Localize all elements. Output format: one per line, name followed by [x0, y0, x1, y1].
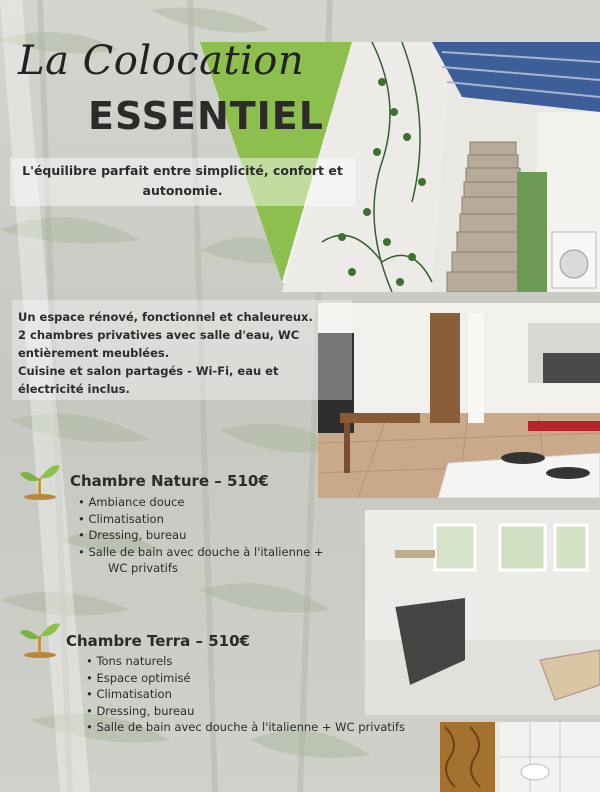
intro-line: entièrement meublées.: [18, 346, 170, 360]
tagline-line-1: L'équilibre parfait entre simplicité, confort et: [22, 163, 343, 178]
intro-text: [12, 300, 352, 400]
feature-item: • Climatisation: [78, 511, 164, 526]
feature-item: • Dressing, bureau: [78, 528, 187, 542]
script-title: La Colocation: [18, 38, 305, 84]
feature-item: • Ambiance douce: [78, 495, 185, 509]
feature-item: • Tons naturels: [86, 654, 173, 668]
intro-line: Cuisine et salon partagés - Wi-Fi, eau et: [18, 364, 279, 378]
room-title: Chambre Nature – 510€: [70, 472, 269, 490]
page-title: ESSENTIEL: [88, 94, 324, 138]
tagline: [10, 158, 355, 206]
feature-item: • Dressing, bureau: [86, 703, 195, 718]
sprout-icon: [18, 618, 62, 660]
tagline-line-2: autonomie.: [142, 183, 223, 198]
intro-line: électricité inclus.: [18, 382, 130, 396]
photo-bathroom: [440, 722, 600, 792]
room-features: [86, 653, 405, 736]
intro-line: 2 chambres privatives avec salle d'eau, WC: [18, 328, 300, 342]
feature-item: • Salle de bain avec douche à l'italienne +: [78, 544, 324, 559]
intro-line: Un espace rénové, fonctionnel et chaleureux.: [18, 310, 313, 324]
room-features: [78, 494, 324, 577]
sprout-icon: [18, 460, 62, 502]
room-title: Chambre Terra – 510€: [66, 632, 250, 650]
photo-living-room: [318, 303, 600, 498]
feature-item: • Salle de bain avec douche à l'italienne + WC privatifs: [86, 720, 406, 734]
feature-item: • Espace optimisé: [86, 670, 191, 685]
feature-item: • Climatisation: [86, 687, 172, 701]
feature-item: WC privatifs: [108, 561, 178, 575]
